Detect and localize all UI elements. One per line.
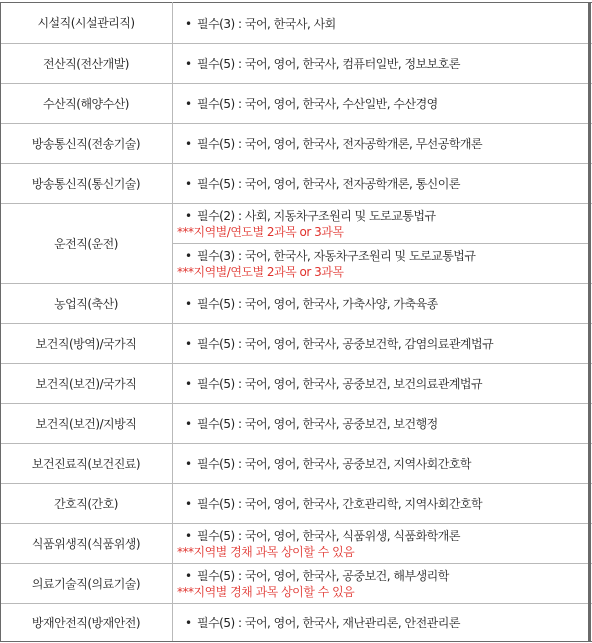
table-row: [0, 43, 592, 83]
sub-divider: [173, 243, 591, 244]
job-category-cell: 보건직(보건)/지방직: [35, 416, 137, 431]
subject-text: 필수(5) : 국어, 영어, 한국사, 공중보건, 보건의료관계법규: [197, 377, 483, 391]
subject-text: 필수(5) : 국어, 영어, 한국사, 공중보건, 보건행정: [197, 417, 438, 431]
table-row: [0, 443, 592, 483]
subject-line: [185, 495, 482, 512]
subjects-cell: [173, 483, 591, 523]
table-row: [0, 403, 592, 443]
table-row: [0, 363, 592, 403]
subjects-cell: [173, 363, 591, 403]
subject-line: [185, 567, 449, 584]
subjects-cell: [173, 83, 591, 123]
subject-text: 필수(5) : 국어, 영어, 한국사, 공중보건학, 감염의료관계법규: [197, 337, 494, 351]
row-divider: [0, 43, 592, 44]
job-category-cell: 농업직(축산): [54, 296, 118, 311]
subjects-cell: [173, 563, 591, 603]
row-divider: [0, 603, 592, 604]
note-text: ***지역별/연도별 2과목 or 3과목: [177, 265, 344, 279]
subject-line: [185, 415, 438, 432]
subject-line: [185, 295, 438, 312]
table-row: [0, 203, 592, 283]
table-left-border: [0, 2, 1, 642]
column-divider: [172, 2, 173, 641]
table-row: [0, 523, 592, 563]
subject-text: 필수(5) : 국어, 영어, 한국사, 수산일반, 수산경영: [197, 97, 438, 111]
subjects-cell: [173, 283, 591, 323]
bullet-icon: •: [185, 177, 192, 191]
subject-text: 필수(5) : 국어, 영어, 한국사, 컴퓨터일반, 정보보호론: [197, 57, 460, 71]
bullet-icon: •: [185, 337, 192, 351]
subject-line: [185, 15, 336, 32]
job-category-cell: 시설직(시설관리직): [37, 16, 135, 30]
bullet-icon: •: [185, 137, 192, 151]
subject-text: 필수(5) : 국어, 영어, 한국사, 가축사양, 가축육종: [197, 297, 438, 311]
bullet-icon: •: [185, 457, 192, 471]
row-divider: [0, 323, 592, 324]
note-text: ***지역별 경채 과목 상이할 수 있음: [177, 545, 355, 559]
job-category-cell: 운전직(운전): [54, 236, 118, 251]
subject-text: 필수(5) : 국어, 영어, 한국사, 전자공학개론, 무선공학개론: [197, 137, 483, 151]
job-category-cell: 보건직(보건)/국가직: [35, 376, 137, 391]
subject-line: [185, 614, 460, 631]
note-text: ***지역별/연도별 2과목 or 3과목: [177, 225, 344, 239]
subject-text: 필수(5) : 국어, 영어, 한국사, 재난관리론, 안전관리론: [197, 616, 460, 630]
subjects-cell: [173, 323, 591, 363]
bullet-icon: •: [185, 497, 192, 511]
row-divider: [0, 2, 592, 3]
row-divider: [0, 641, 592, 642]
table-row: [0, 483, 592, 523]
row-divider: [0, 563, 592, 564]
subject-text: 필수(2) : 사회, 지동차구조원리 및 도로교통법규: [197, 209, 436, 223]
bullet-icon: •: [185, 249, 192, 263]
subject-line: [185, 207, 436, 224]
job-category-cell: 방송통신직(통신기술): [31, 176, 141, 191]
job-category-cell: 방재안전직(방재안전): [31, 615, 141, 630]
job-category-cell: 보건진료직(보건진료): [31, 456, 141, 471]
subjects-cell: [173, 163, 591, 203]
bullet-icon: •: [185, 377, 192, 391]
bullet-icon: •: [185, 616, 192, 630]
bullet-icon: •: [185, 97, 192, 111]
table-row: [0, 603, 592, 641]
row-divider: [0, 483, 592, 484]
bullet-icon: •: [185, 209, 192, 223]
table-row: [0, 283, 592, 323]
subjects-cell: [173, 123, 591, 163]
subject-line: [185, 455, 471, 472]
table-row: [0, 123, 592, 163]
subjects-cell: [173, 43, 591, 83]
job-category-cell: 식품위생직(식품위생): [31, 536, 141, 551]
subjects-cell: [173, 2, 591, 43]
subject-line: [185, 95, 438, 112]
subject-line: [185, 527, 460, 544]
subjects-cell: [173, 523, 591, 563]
row-divider: [0, 363, 592, 364]
job-category-cell: 방송통신직(전송기술): [31, 136, 141, 151]
row-divider: [0, 403, 592, 404]
subject-line: [185, 375, 482, 392]
subject-line: [185, 55, 460, 72]
row-divider: [0, 123, 592, 124]
row-divider: [0, 163, 592, 164]
bullet-icon: •: [185, 57, 192, 71]
row-divider: [0, 283, 592, 284]
subjects-cell: [173, 203, 591, 283]
row-divider: [0, 523, 592, 524]
subject-line: [185, 135, 482, 152]
subject-text: 필수(3) : 국어, 한국사, 사회: [197, 17, 336, 31]
job-category-cell: 전산직(전산개발): [42, 56, 129, 71]
job-category-cell: 보건직(방역)/국가직: [35, 336, 137, 351]
bullet-icon: •: [185, 529, 192, 543]
subject-text: 필수(5) : 국어, 영어, 한국사, 공중보건, 해부생리학: [197, 569, 449, 583]
subject-text: 필수(5) : 국어, 영어, 한국사, 공중보건, 지역사회간호학: [197, 457, 472, 471]
subject-text: 필수(3) : 국어, 한국사, 자동차구조원리 및 도로교통법규: [197, 249, 476, 263]
subject-text: 필수(5) : 국어, 영어, 한국사, 간호관리학, 지역사회간호학: [197, 497, 483, 511]
row-divider: [0, 203, 592, 204]
subjects-cell: [173, 603, 591, 641]
table-right-border: [588, 2, 591, 642]
note-text: ***지역별 경채 과목 상이할 수 있음: [177, 585, 355, 599]
table-row: [0, 563, 592, 603]
subject-line: [185, 175, 460, 192]
table-row: [0, 323, 592, 363]
bullet-icon: •: [185, 417, 192, 431]
job-category-cell: 간호직(간호): [54, 496, 118, 511]
row-divider: [0, 443, 592, 444]
bullet-icon: •: [185, 297, 192, 311]
job-category-cell: 의료기술직(의료기술): [31, 576, 141, 591]
subject-line: [185, 335, 493, 352]
table-row: [0, 2, 592, 43]
table-row: [0, 163, 592, 203]
job-category-cell: 수산직(해양수산): [42, 96, 129, 111]
bullet-icon: •: [185, 569, 192, 583]
subjects-cell: [173, 443, 591, 483]
subject-text: 필수(5) : 국어, 영어, 한국사, 식품위생, 식품화학개론: [197, 529, 460, 543]
bullet-icon: •: [185, 17, 192, 31]
subject-text: 필수(5) : 국어, 영어, 한국사, 전자공학개론, 통신이론: [197, 177, 460, 191]
table-row: [0, 83, 592, 123]
row-divider: [0, 83, 592, 84]
subjects-cell: [173, 403, 591, 443]
subject-line: [185, 247, 476, 264]
